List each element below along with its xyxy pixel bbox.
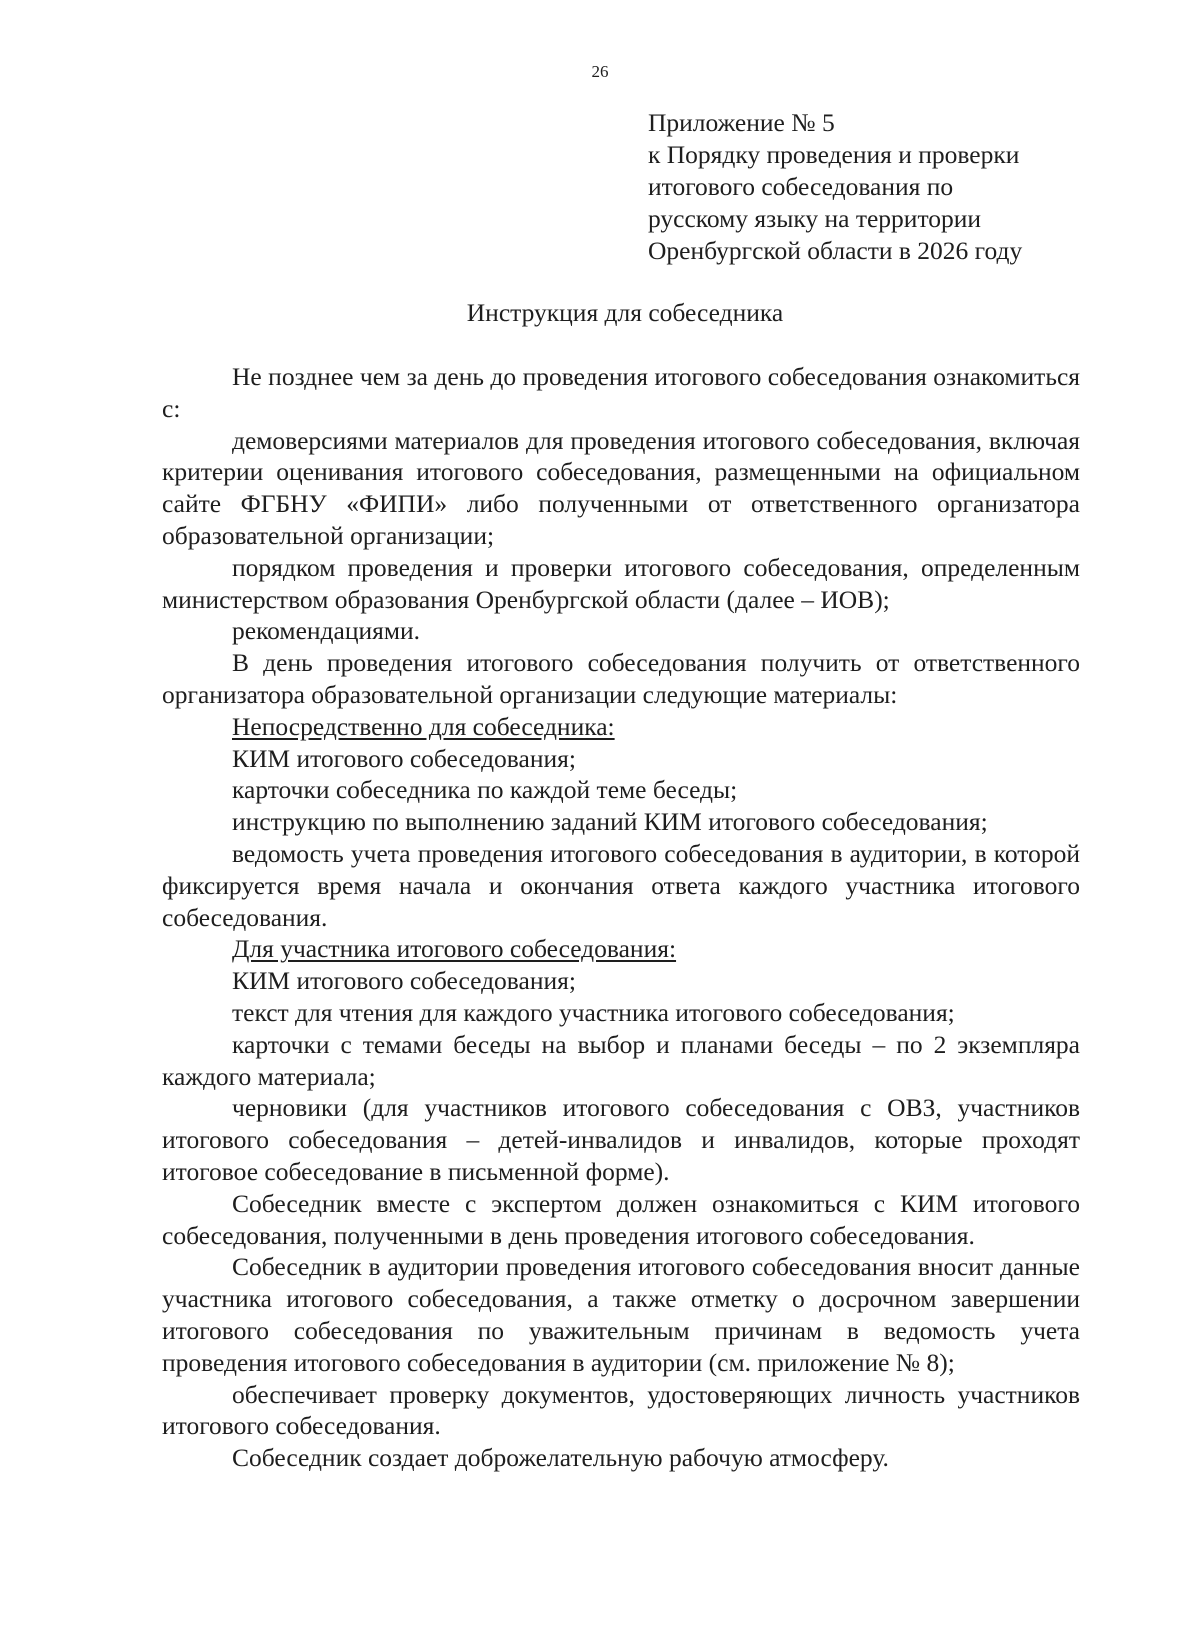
paragraph: карточки собеседника по каждой теме беседы; bbox=[232, 775, 738, 805]
underlined-heading: Непосредственно для собеседника: bbox=[232, 711, 615, 741]
section-heading-interviewer bbox=[162, 711, 1080, 743]
paragraph: демоверсиями материалов для проведения итогового собеседования, включая критерии оценивания итогового собеседования, размещенными на официальном сайте ФГБНУ «ФИПИ» либо полученными от ответственного организатора образовательной организации; bbox=[162, 425, 1080, 550]
paragraph: КИМ итогового собеседования; bbox=[232, 966, 576, 996]
paragraph: Собеседник создает доброжелательную рабочую атмосферу. bbox=[232, 1443, 889, 1473]
paragraph: рекомендациями. bbox=[232, 616, 421, 646]
paragraph: инструкцию по выполнению заданий КИМ итогового собеседования; bbox=[232, 807, 988, 837]
paragraph: ведомость учета проведения итогового собеседования в аудитории, в которой фиксируется время начала и окончания ответа каждого участника итогового собеседования. bbox=[162, 838, 1080, 932]
paragraph: порядком проведения и проверки итогового собеседования, определенным министерством образования Оренбургской области (далее – ИОВ); bbox=[162, 552, 1080, 614]
paragraph: текст для чтения для каждого участника итогового собеседования; bbox=[232, 997, 955, 1027]
document-body bbox=[162, 361, 1080, 1474]
appendix-line: Оренбургской области в 2026 году bbox=[648, 236, 1023, 265]
paragraph: Собеседник в аудитории проведения итогового собеседования вносит данные участника итогового собеседования, а также отметку о досрочном завершении итогового собеседования по уважительным причинам в ведомость учета проведения итогового собеседования в аудитории (см. приложение № 8); bbox=[162, 1252, 1080, 1377]
paragraph: карточки с темами беседы на выбор и планами беседы – по 2 экземпляра каждого материала; bbox=[162, 1029, 1080, 1091]
document-title: Инструкция для собеседника bbox=[466, 298, 784, 327]
underlined-heading: Для участника итогового собеседования: bbox=[232, 934, 677, 964]
appendix-line: Приложение № 5 bbox=[648, 108, 835, 137]
appendix-line: русскому языку на территории bbox=[648, 204, 982, 233]
paragraph: В день проведения итогового собеседования получить от ответственного организатора образовательной организации следующие материалы: bbox=[162, 648, 1080, 709]
paragraph: Собеседник вместе с экспертом должен ознакомиться с КИМ итогового собеседования, полученными в день проведения итогового собеседования. bbox=[162, 1188, 1080, 1250]
appendix-line: к Порядку проведения и проверки bbox=[648, 140, 1020, 169]
appendix-header bbox=[648, 107, 1108, 267]
page-number: 26 bbox=[591, 62, 609, 81]
section-heading-participant bbox=[162, 933, 1080, 965]
appendix-line: итогового собеседования по bbox=[648, 172, 954, 201]
paragraph: Не позднее чем за день до проведения итогового собеседования ознакомиться с: bbox=[162, 362, 1080, 423]
paragraph: обеспечивает проверку документов, удостоверяющих личность участников итогового собеседования. bbox=[162, 1379, 1080, 1441]
paragraph: черновики (для участников итогового собеседования с ОВЗ, участников итогового собеседования – детей-инвалидов и инвалидов, которые проходят итоговое собеседование в письменной форме). bbox=[162, 1093, 1080, 1186]
paragraph: КИМ итогового собеседования; bbox=[232, 743, 576, 773]
